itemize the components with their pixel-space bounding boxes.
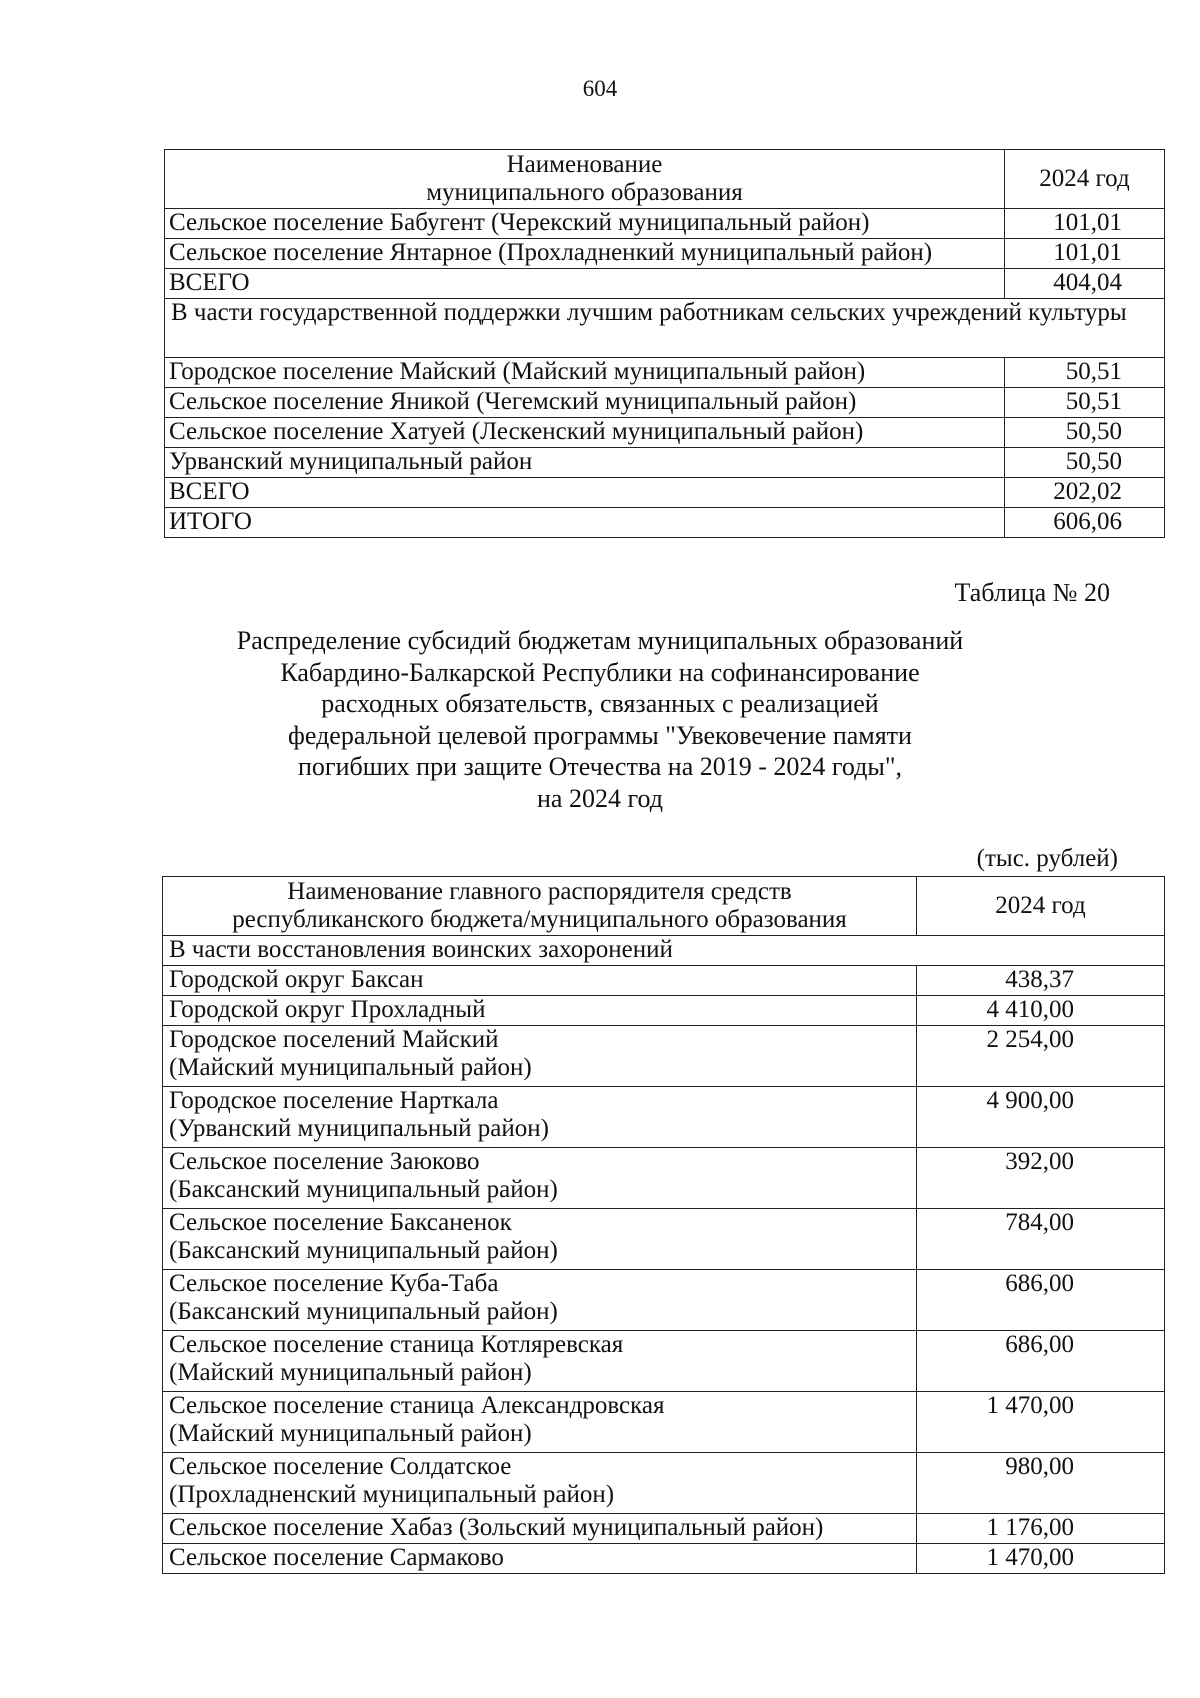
table-header-row [165,150,1165,209]
row-name-cell [163,1209,917,1270]
title-line: расходных обязательств, связанных с реализацией [321,689,879,718]
page-number: 604 [582,76,618,101]
row-value: 101,01 [1005,209,1165,239]
table-row [163,996,1165,1026]
row-name: Сельское поселение Янтарное (Прохладненкий муниципальный район) [165,239,1005,269]
row-name: Урванский муниципальный район [165,448,1005,478]
row-name: Сельское поселение Хабаз (Зольский муниципальный район) [163,1514,917,1544]
row-value: 4 410,00 [917,996,1165,1026]
table-row [163,1270,1165,1331]
row-name: Сельское поселение станица Котляревская [169,1331,624,1358]
row-name: Сельское поселение Сармаково [163,1544,917,1574]
row-name: Сельское поселение Баксаненок [169,1209,512,1236]
row-name: Сельское поселение Бабугент (Черекский муниципальный район) [165,209,1005,239]
section-heading: В части государственной поддержки лучшим работникам сельских учреждений культуры [165,299,1165,358]
row-value: 686,00 [917,1331,1165,1392]
row-value: 438,37 [917,966,1165,996]
row-district: (Майский муниципальный район) [169,1359,532,1386]
row-value: 686,00 [917,1270,1165,1331]
row-district: (Майский муниципальный район) [169,1054,532,1081]
title-line: Кабардино-Балкарской Республики на софинансирование [280,657,920,687]
header-year-cell: 2024 год [1005,150,1165,209]
table-row [163,1453,1165,1514]
header-name-line-1: Наименование главного распорядителя средств [287,878,792,905]
row-name: Сельское поселение Хатуей (Лескенский муниципальный район) [165,418,1005,448]
row-name-cell [163,1148,917,1209]
row-name-cell [163,1087,917,1148]
table-header-row [163,877,1165,936]
subsidy-table-continued [164,149,1165,538]
row-value: 50,51 [1005,358,1165,388]
table-row [163,1087,1165,1148]
section-row [165,299,1165,358]
total-row [165,269,1165,299]
title-line: на 2024 год [537,783,663,813]
table-row [163,1148,1165,1209]
row-name: Сельское поселение Заюково [169,1148,480,1175]
grand-total-label: ИТОГО [165,508,1005,538]
table-row [163,1392,1165,1453]
row-district: (Майский муниципальный район) [169,1420,532,1447]
header-name-cell [163,877,917,936]
row-district: (Прохладненский муниципальный район) [169,1481,615,1508]
row-name: Городской округ Баксан [163,966,917,996]
table-row [165,239,1165,269]
row-name-cell [163,1392,917,1453]
table-row [165,418,1165,448]
row-name: Городское поселение Нарткала [169,1087,499,1114]
header-name-line-2: муниципального образования [426,179,743,206]
row-value: 2 254,00 [917,1026,1165,1087]
row-value: 101,01 [1005,239,1165,269]
total-label: ВСЕГО [165,478,1005,508]
row-value: 50,51 [1005,388,1165,418]
row-value: 980,00 [917,1453,1165,1514]
grand-total-row [165,508,1165,538]
total-value: 202,02 [1005,478,1165,508]
table-row [163,1514,1165,1544]
table-number-label: Таблица № 20 [954,578,1110,607]
table-row [163,1331,1165,1392]
table-row [163,1209,1165,1270]
units-label: (тыс. рублей) [976,845,1118,872]
section-row [163,936,1165,966]
header-name-line-1: Наименование [506,151,663,178]
row-name: Сельское поселение станица Александровская [169,1392,665,1419]
row-value: 392,00 [917,1148,1165,1209]
table-row [165,209,1165,239]
row-district: (Баксанский муниципальный район) [169,1237,558,1264]
row-value: 50,50 [1005,418,1165,448]
table-row [165,388,1165,418]
table-row [163,1026,1165,1087]
row-name-cell [163,1026,917,1087]
row-value: 4 900,00 [917,1087,1165,1148]
row-name: Сельское поселение Яникой (Чегемский муниципальный район) [165,388,1005,418]
row-name: Городское поселение Майский (Майский муниципальный район) [165,358,1005,388]
header-name-cell [165,150,1005,209]
subsidy-table-20 [162,876,1165,1574]
table-row [163,1544,1165,1574]
row-value: 1 176,00 [917,1514,1165,1544]
row-value: 50,50 [1005,448,1165,478]
table-row [165,358,1165,388]
title-line: федеральной целевой программы "Увековечение памяти [288,720,912,750]
row-name: Городской округ Прохладный [163,996,917,1026]
row-district: (Баксанский муниципальный район) [169,1176,558,1203]
header-year-cell: 2024 год [917,877,1165,936]
row-value: 1 470,00 [917,1544,1165,1574]
row-district: (Урванский муниципальный район) [169,1115,549,1142]
row-name: Городское поселений Майский [169,1026,499,1053]
row-name-cell [163,1453,917,1514]
total-row [165,478,1165,508]
title-line: погибших при защите Отечества на 2019 - 2024 годы", [298,752,902,781]
total-value: 404,04 [1005,269,1165,299]
row-name: Сельское поселение Куба-Таба [169,1270,499,1297]
row-name-cell [163,1270,917,1331]
row-value: 1 470,00 [917,1392,1165,1453]
total-label: ВСЕГО [165,269,1005,299]
row-name-cell [163,1331,917,1392]
row-district: (Баксанский муниципальный район) [169,1298,558,1325]
table-row [165,448,1165,478]
table-row [163,966,1165,996]
header-name-line-2: республиканского бюджета/муниципального образования [232,906,847,933]
section-heading: В части восстановления воинских захоронений [163,936,1165,966]
grand-total-value: 606,06 [1005,508,1165,538]
row-value: 784,00 [917,1209,1165,1270]
row-name: Сельское поселение Солдатское [169,1453,512,1480]
title-line: Распределение субсидий бюджетам муниципальных образований [236,626,964,655]
table-title [150,625,1050,814]
